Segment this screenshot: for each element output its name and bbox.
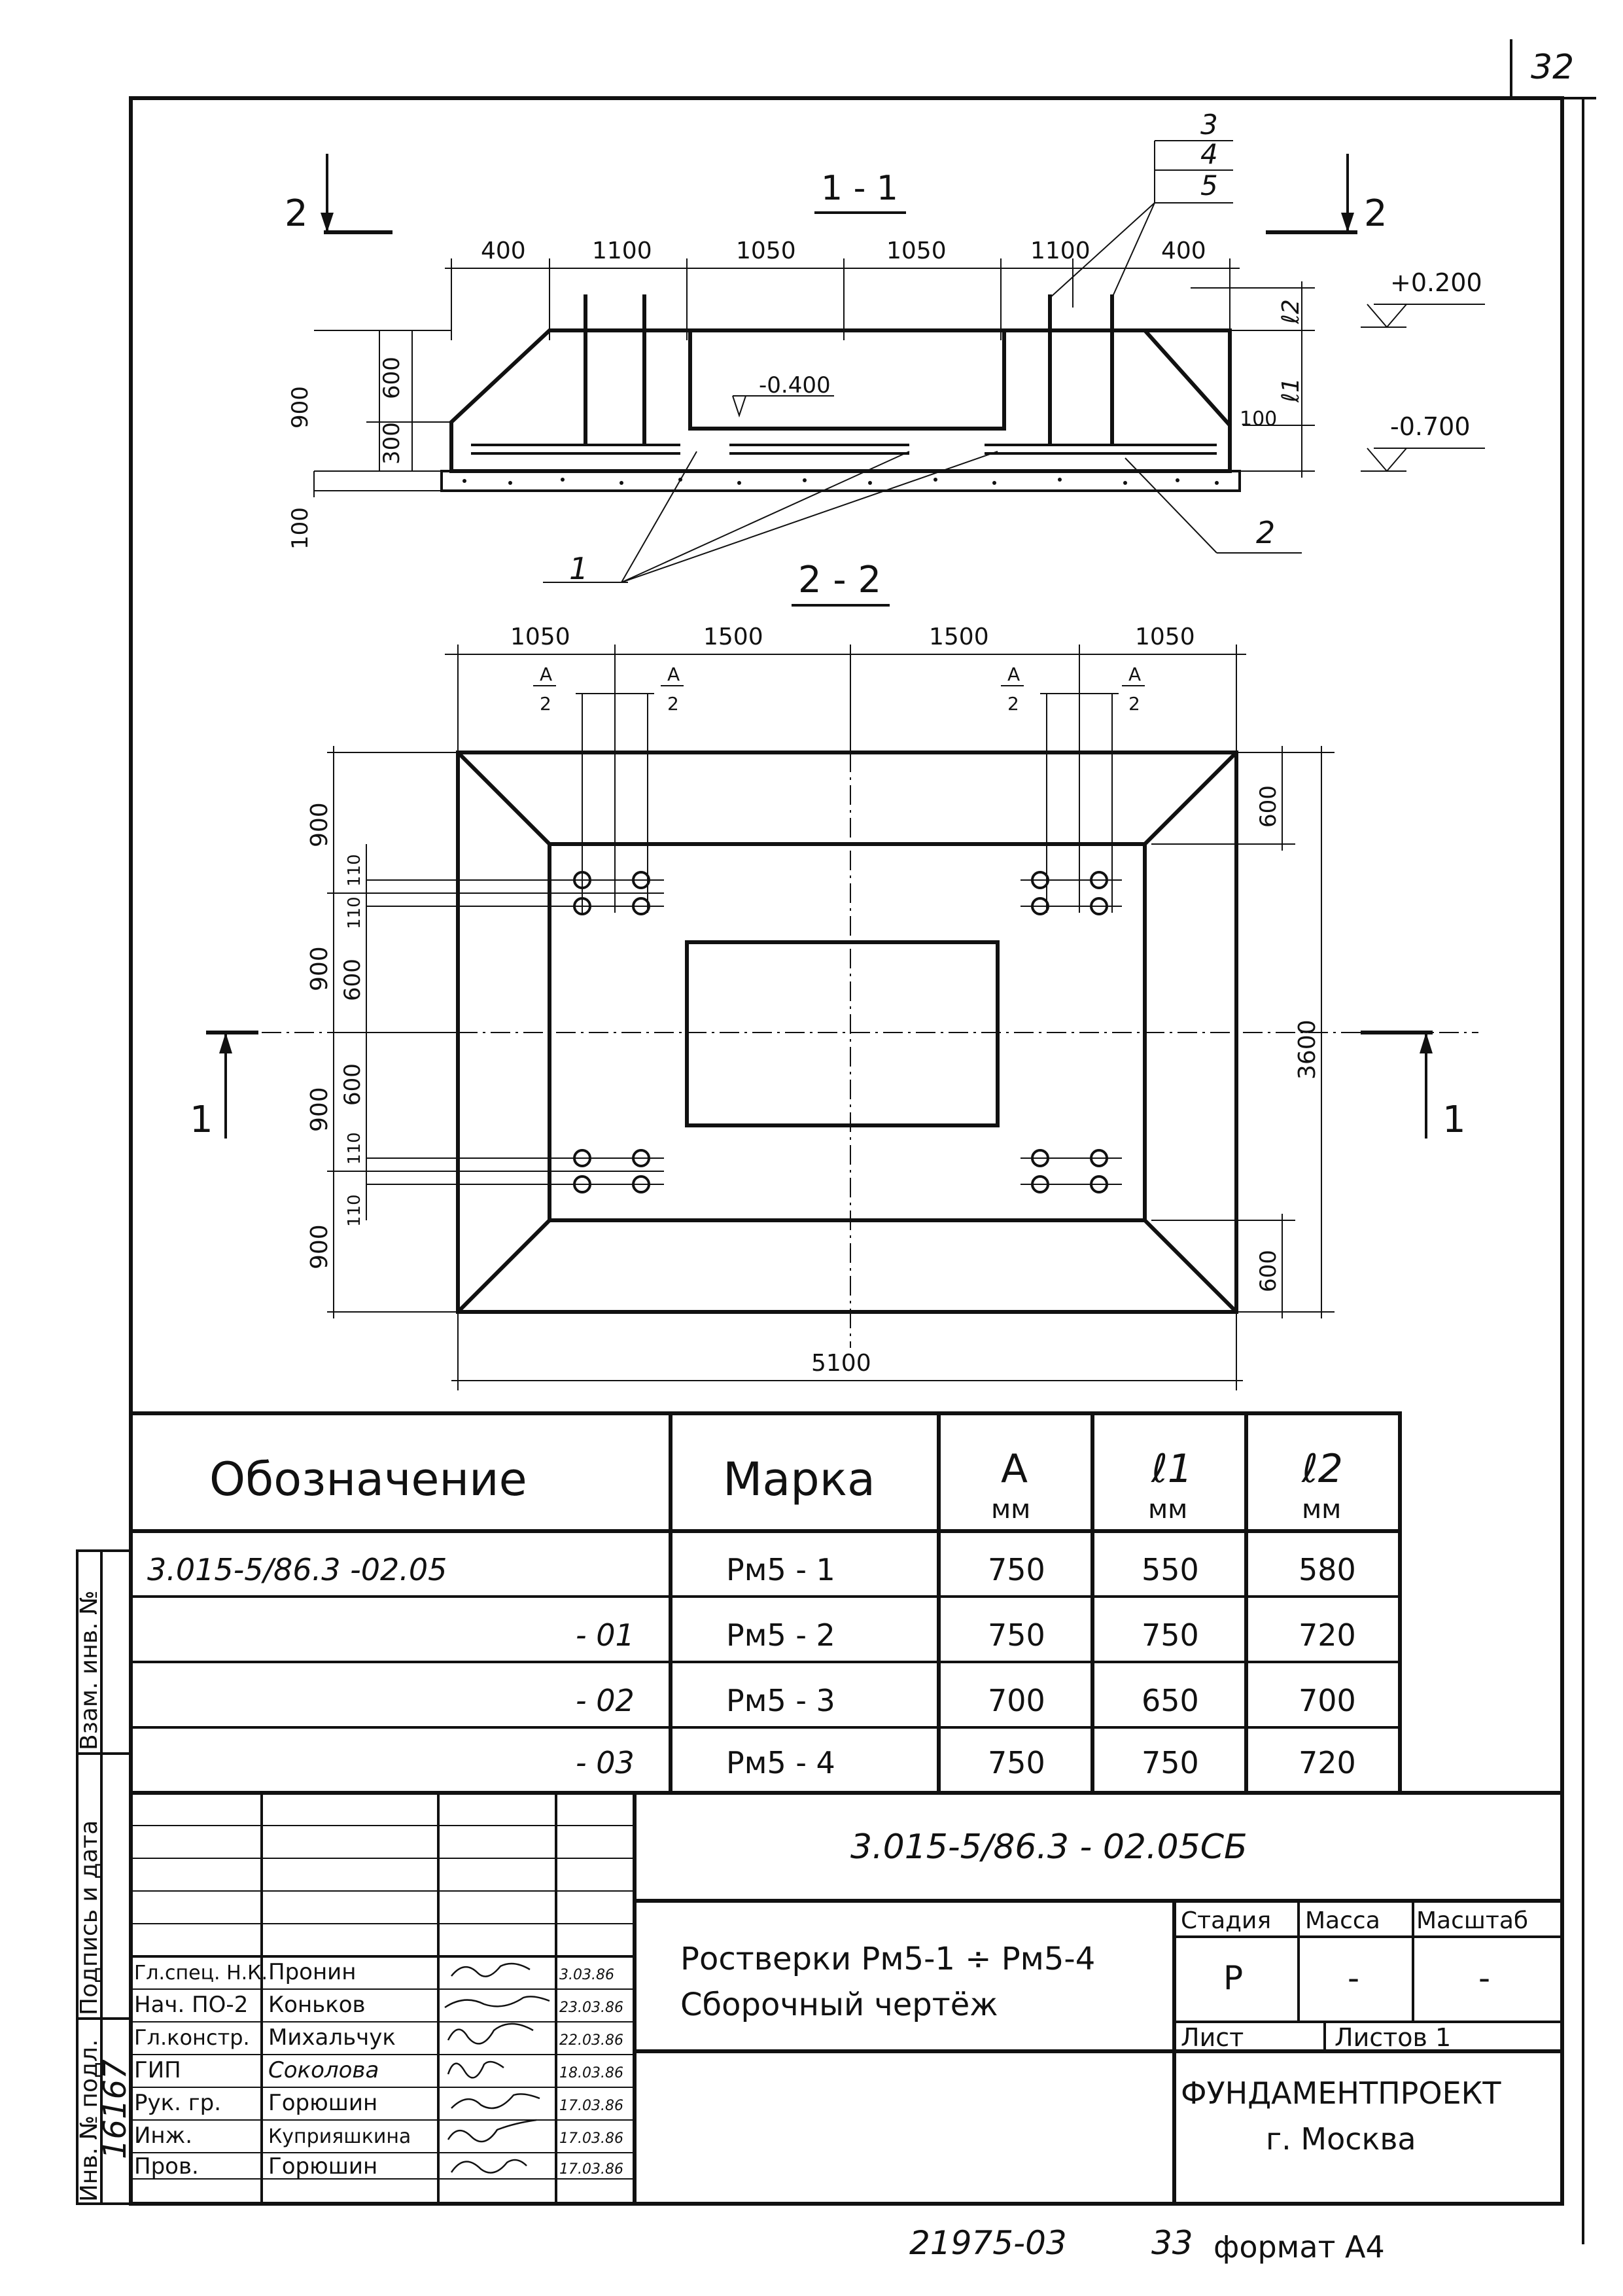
header-a-unit: мм: [991, 1494, 1031, 1525]
s2-dim-1500-right: 1500: [929, 624, 989, 650]
page-number: 32: [1531, 48, 1575, 87]
svg-text:2: 2: [667, 693, 679, 715]
role-7: Пров.: [134, 2153, 199, 2180]
scale-header: Масштаб: [1416, 1907, 1529, 1934]
row2-l1: 750: [1142, 1617, 1199, 1653]
svg-text:2: 2: [1007, 693, 1019, 715]
s2-dim-600-b: 600: [340, 1063, 366, 1106]
s1-dim-600: 600: [379, 357, 405, 399]
s2-dim-1050-left: 1050: [510, 624, 570, 650]
a-over-2-labels: [533, 663, 1145, 913]
pedestal-opening: [687, 942, 998, 1125]
row2-l2: 720: [1299, 1617, 1356, 1653]
scale-value: -: [1478, 1959, 1491, 1997]
s2-dim-110-a: 110: [345, 854, 364, 887]
side-sign-date: Подпись и дата: [76, 1820, 103, 2015]
row3-designation: - 02: [576, 1683, 635, 1718]
date-5: 17.03.86: [559, 2098, 623, 2114]
role-5: Рук. гр.: [134, 2090, 222, 2116]
header-a: А: [1001, 1446, 1028, 1492]
bolt-group-bottom-right: [1021, 1150, 1122, 1192]
svg-text:2: 2: [540, 693, 551, 715]
dim-100-right: 100: [1240, 408, 1278, 431]
row2-mark: Рм5 - 2: [726, 1617, 835, 1653]
s2-dim-1050-right: 1050: [1135, 624, 1195, 650]
date-3: 22.03.86: [559, 2032, 623, 2049]
dim-l2: ℓ2: [1278, 299, 1304, 324]
mass-value: -: [1348, 1959, 1360, 1997]
s1-dim-1100-right: 1100: [1030, 238, 1091, 264]
header-mark: Марка: [723, 1453, 875, 1506]
side-replace-inv: Взам. инв. №: [76, 1590, 103, 1750]
row4-l1: 750: [1142, 1745, 1199, 1780]
role-3: Гл.констр.: [134, 2025, 250, 2050]
callout-3: 3: [1200, 109, 1218, 141]
callout-2: 2: [1256, 515, 1276, 550]
s2-dim-110-b: 110: [345, 896, 364, 929]
cut-2-right-label: 2: [1364, 192, 1387, 235]
row1-mark: Рм5 - 1: [726, 1552, 835, 1587]
footer-format: формат А4: [1213, 2229, 1385, 2265]
svg-text:2: 2: [1128, 693, 1140, 715]
side-inv-no: Инв. № подл.: [76, 2039, 103, 2202]
level-top: +0.200: [1390, 268, 1482, 297]
s1-dim-1050-right: 1050: [886, 238, 947, 264]
section-1-title: 1 - 1: [821, 169, 898, 208]
callout-1: 1: [569, 551, 589, 586]
name-4: Соколова: [268, 2057, 379, 2083]
title-block: [131, 1793, 1562, 2204]
section-1-1: [285, 109, 1485, 586]
svg-text:A: A: [1007, 663, 1021, 685]
level-bottom: -0.700: [1390, 412, 1471, 441]
header-l1-unit: мм: [1148, 1494, 1188, 1525]
s2-dim-110-d: 110: [345, 1194, 364, 1227]
s2-dim-3600: 3600: [1294, 1019, 1321, 1080]
s2-dim-600-top-right: 600: [1255, 785, 1282, 828]
side-stamp: [76, 1551, 133, 2204]
header-designation: Обозначение: [209, 1453, 527, 1506]
row1-l1: 550: [1142, 1552, 1199, 1587]
stage-value: Р: [1223, 1959, 1244, 1997]
date-7: 17.03.86: [559, 2161, 623, 2178]
section-2-2: [190, 559, 1478, 1390]
cut-2-left-label: 2: [285, 192, 308, 235]
name-5: Горюшин: [268, 2090, 378, 2116]
cut-1-right-label: 1: [1442, 1099, 1466, 1141]
row3-l2: 700: [1299, 1683, 1356, 1718]
header-l2-unit: мм: [1302, 1494, 1342, 1525]
doc-code: 3.015-5/86.3 - 02.05СБ: [850, 1828, 1248, 1867]
row1-l2: 580: [1299, 1552, 1356, 1587]
row2-a: 750: [988, 1617, 1045, 1653]
side-inv-value: 16167: [97, 2059, 133, 2159]
s1-dim-1100-left: 1100: [592, 238, 652, 264]
doc-title-line2: Сборочный чертёж: [680, 1987, 998, 2023]
date-6: 17.03.86: [559, 2130, 623, 2147]
row2-designation: - 01: [576, 1617, 635, 1653]
footer-sheet: 33: [1151, 2224, 1193, 2262]
row3-a: 700: [988, 1683, 1045, 1718]
marks-table: [131, 1413, 1400, 1793]
s2-dim-900-3: 900: [306, 1087, 333, 1132]
s1-dim-1050-left: 1050: [736, 238, 796, 264]
s2-dim-110-c: 110: [345, 1132, 364, 1165]
s2-dim-900-4: 900: [306, 1224, 333, 1269]
s2-dim-600-a: 600: [340, 959, 366, 1001]
header-l1: ℓ1: [1151, 1446, 1193, 1492]
doc-title-line1: Ростверки Рм5-1 ÷ Рм5-4: [680, 1941, 1096, 1977]
row3-l1: 650: [1142, 1683, 1199, 1718]
dim-l1: ℓ1: [1278, 378, 1304, 402]
s2-dim-900-2: 900: [306, 946, 333, 991]
row4-designation: - 03: [576, 1745, 635, 1780]
s2-dim-1500-left: 1500: [703, 624, 763, 650]
sheets-label: Листов 1: [1335, 2023, 1452, 2052]
role-2: Нач. ПО-2: [134, 1992, 249, 2018]
s2-dim-900-1: 900: [306, 802, 333, 847]
date-4: 18.03.86: [559, 2065, 623, 2081]
row4-l2: 720: [1299, 1745, 1356, 1780]
row4-a: 750: [988, 1745, 1045, 1780]
row1-designation: 3.015-5/86.3 -02.05: [147, 1552, 447, 1587]
header-l2: ℓ2: [1302, 1446, 1343, 1492]
s1-dim-900: 900: [287, 386, 313, 429]
role-4: ГИП: [134, 2057, 181, 2083]
stage-header: Стадия: [1181, 1907, 1272, 1934]
name-1: Пронин: [268, 1959, 357, 1985]
svg-text:A: A: [540, 663, 553, 685]
s1-dim-400-right: 400: [1161, 238, 1206, 264]
callout-5: 5: [1200, 169, 1218, 202]
name-2: Коньков: [268, 1992, 366, 2018]
section-2-title: 2 - 2: [798, 559, 882, 601]
cut-1-left-label: 1: [190, 1099, 213, 1141]
row4-mark: Рм5 - 4: [726, 1745, 835, 1780]
svg-text:A: A: [667, 663, 680, 685]
sheet-label: Лист: [1181, 2023, 1244, 2052]
date-1: 3.03.86: [559, 1967, 614, 1983]
signatures: [445, 1964, 550, 2173]
org-city: г. Москва: [1266, 2121, 1416, 2157]
org-name: ФУНДАМЕНТПРОЕКТ: [1181, 2075, 1501, 2111]
role-1: Гл.спец. Н.К.: [134, 1962, 268, 1985]
s2-dim-5100: 5100: [811, 1350, 871, 1377]
date-2: 23.03.86: [559, 2000, 623, 2016]
role-6: Инж.: [134, 2123, 193, 2149]
row3-mark: Рм5 - 3: [726, 1683, 835, 1718]
svg-text:A: A: [1128, 663, 1142, 685]
name-6: Куприяшкина: [268, 2125, 411, 2148]
row1-a: 750: [988, 1552, 1045, 1587]
mass-header: Масса: [1305, 1907, 1380, 1934]
s2-dim-600-bottom-right: 600: [1255, 1250, 1282, 1292]
level-inner: -0.400: [759, 372, 831, 398]
callout-4: 4: [1200, 138, 1218, 170]
footer-number: 21975-03: [909, 2224, 1067, 2262]
name-7: Горюшин: [268, 2153, 378, 2180]
s1-dim-400-left: 400: [481, 238, 526, 264]
s1-dim-300: 300: [379, 422, 405, 465]
s1-dim-100: 100: [287, 507, 313, 550]
name-3: Михальчук: [268, 2024, 396, 2051]
bolt-group-top-right: [1021, 872, 1122, 914]
